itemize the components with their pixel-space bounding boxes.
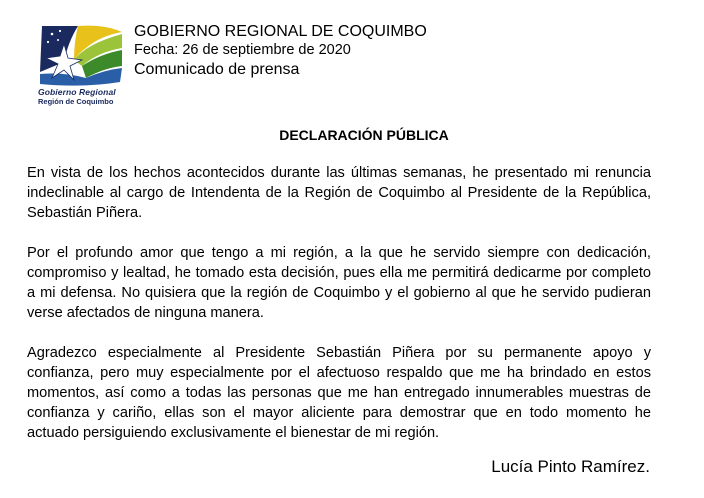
organization-name: GOBIERNO REGIONAL DE COQUIMBO: [134, 23, 427, 40]
document-type: Comunicado de prensa: [134, 61, 300, 78]
paragraph: Agradezco especialmente al Presidente Sebastián Piñera por su permanente apoyo y confianza, pero muy especialmente por el afectuoso respaldo que me ha brindado en estos momentos, así como a todas las personas que me han entregado innumerables muestras de confianza y cariño, ellas son el mayor aliciente para demostrar que en todo momento he actuado persiguiendo exclusivamente el bienestar de mi región.: [27, 345, 651, 441]
document-title: DECLARACIÓN PÚBLICA: [279, 127, 449, 143]
paragraph: Por el profundo amor que tengo a mi región, a la que he servido siempre con dedicación, compromiso y lealtad, he tomado esta decisión, pues ella me permitirá dedicarme por completo a mi defensa. No quisiera que la región de Coquimbo y el gobierno al que he servido pudieran verse afectados de ninguna manera.: [27, 245, 651, 321]
signature: Lucía Pinto Ramírez.: [491, 457, 650, 476]
logo-wordmark: [38, 88, 116, 106]
document-body: [27, 163, 651, 463]
paragraph: En vista de los hechos acontecidos durante las últimas semanas, he presentado mi renuncia indeclinable al cargo de Intendenta de la Región de Coquimbo al Presidente de la República, Sebastián Piñera.: [27, 165, 651, 221]
logo-line2: Región de Coquimbo: [38, 97, 114, 106]
document-header: [134, 22, 427, 81]
logo-emblem-icon: [34, 22, 126, 90]
document-date: Fecha: 26 de septiembre de 2020: [134, 42, 351, 58]
logo-line1: Gobierno Regional: [38, 87, 116, 97]
